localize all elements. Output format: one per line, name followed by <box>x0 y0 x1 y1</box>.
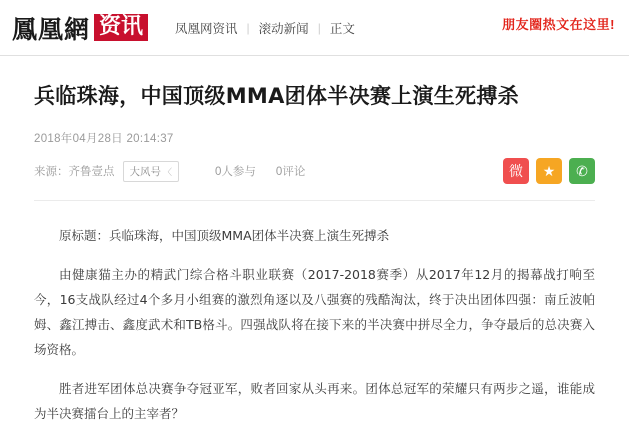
paragraph: 胜者进军团体总决赛争夺冠亚军，败者回家从头再来。团体总冠军的荣耀只有两步之遥，谁能成为半决赛擂台上的主宰者？ <box>34 381 595 422</box>
site-header <box>0 0 629 56</box>
breadcrumb-item-1[interactable]: 滚动新闻 <box>258 21 309 36</box>
header-divider <box>34 200 595 201</box>
article-head <box>0 82 629 184</box>
wechat-icon[interactable]: ✆ <box>569 158 595 184</box>
page-title: 兵临珠海，中国顶级MMA团体半决赛上演生死搏杀 <box>34 84 519 108</box>
weibo-icon[interactable]: 微 <box>503 158 529 184</box>
paragraph: 由健康猫主办的精武门综合格斗职业联赛（2017-2018赛季）从2017年12月的揭幕战打响至今，16支战队经过4个多月小组赛的激烈角逐以及八强赛的残酷淘汰，终于决出团体四强：南丘波帕姆、鑫江搏击、鑫度武术和TB格斗。四强战队将在接下来的半决赛中拼尽全力，争夺最后的总决赛入场资格。 <box>34 267 595 358</box>
comments-count[interactable]: 0评论 <box>275 166 306 179</box>
participants-count[interactable]: 0人参与 <box>215 166 256 179</box>
fenghao-label: 大风号 <box>129 165 161 178</box>
source-label[interactable]: 来源：齐鲁壹点 <box>34 166 115 179</box>
breadcrumb <box>166 19 364 37</box>
breadcrumb-item-2: 正文 <box>329 21 355 36</box>
breadcrumb-separator: | <box>317 20 321 35</box>
publish-datetime: 2018年04月28日 20:14:37 <box>34 133 174 146</box>
meta-row <box>34 158 595 184</box>
breadcrumb-item-0[interactable]: 凤凰网资讯 <box>175 21 238 36</box>
original-title: 原标题：兵临珠海，中国顶级MMA团体半决赛上演生死搏杀 <box>59 228 390 244</box>
favorite-star-icon[interactable]: ★ <box>536 158 562 184</box>
engagement-counts <box>215 163 325 179</box>
article-body <box>0 223 629 426</box>
chevron-left-icon: 〈 <box>163 166 173 177</box>
share-buttons <box>503 158 595 184</box>
site-logo[interactable] <box>12 10 148 46</box>
breadcrumb-separator: | <box>246 20 250 35</box>
promo-banner[interactable]: 朋友圈热文在这里! <box>502 17 615 32</box>
logo-text: 鳳凰網 <box>12 14 91 44</box>
fenghao-badge[interactable] <box>123 161 180 182</box>
logo-badge: 资讯 <box>94 14 148 41</box>
